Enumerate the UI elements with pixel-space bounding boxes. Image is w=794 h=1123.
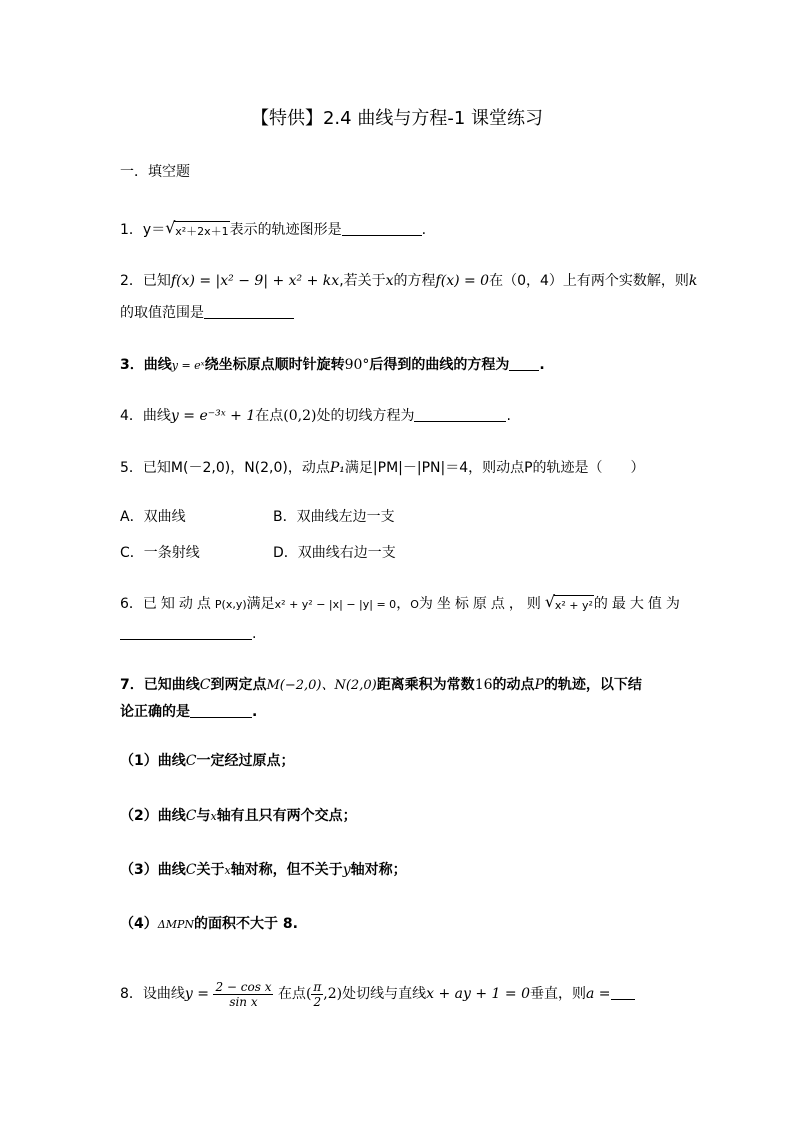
q3-end: .: [539, 357, 545, 373]
q6-text-a: 已知动点: [142, 596, 215, 612]
question-6-line-2: [120, 624, 256, 644]
q6-pxy: P(x,y): [214, 598, 247, 611]
q8-answer-blank[interactable]: [611, 985, 635, 1000]
q3-number: 3．: [120, 357, 144, 373]
q1-number: 1．: [120, 222, 143, 238]
q7-text-d: 的动点: [492, 677, 535, 693]
q7-const: 16: [474, 677, 493, 693]
q6-origin: O: [410, 598, 419, 611]
q8-post: 垂直，则: [529, 986, 586, 1002]
q7-item-4-triangle: ΔMPN: [157, 918, 194, 931]
q7-item-4-post: 的面积不大于 8.: [193, 916, 298, 932]
q7-number: 7．: [120, 677, 144, 693]
q7-text-a: 已知曲线: [143, 677, 200, 693]
q1-sqrt: √ x²＋2x＋1: [165, 221, 229, 242]
q5-option-c[interactable]: C．一条射线: [120, 545, 200, 561]
q5-option-d[interactable]: D．双曲线右边一支: [273, 545, 396, 561]
q4-point: (0,2): [283, 408, 317, 424]
question-8: 8．设曲线y = $\frac{\text{2 − cos x}}{\text{sin x}}$ 在点( $\frac{\pi}{2}$ ,2)处切线与直线x + ay + 1 = 0垂直，则a =: [120, 972, 635, 1016]
q7-points: M(−2,0)、N(2,0): [266, 678, 377, 693]
question-7: [120, 675, 642, 696]
q6-end: .: [252, 626, 257, 642]
q3-curve: y = eˣ: [171, 359, 205, 372]
q6-text-d: 为坐标原点，则: [418, 596, 545, 612]
q7-item-3-c: C: [185, 862, 197, 878]
q7-curve-c: C: [199, 677, 211, 693]
q7-item-2-post: 轴有且只有两个交点；: [216, 808, 357, 824]
q4-number: 4．: [120, 408, 143, 424]
q8-point-fraction: [311, 980, 323, 1009]
q8-pre: 设曲线: [142, 986, 185, 1002]
q4-pre: 曲线: [142, 408, 171, 424]
q8-line-eq: x + ay + 1 = 0: [426, 986, 530, 1002]
q7-item-2: [120, 806, 357, 827]
q7-answer-blank[interactable]: [190, 703, 252, 718]
q7-item-3-mid2: 轴对称，但不关于: [230, 862, 343, 878]
q2-mid3: 在（0，4）上有两个实数解，则: [489, 273, 689, 289]
q1-pre: y＝: [142, 222, 166, 238]
q7-item-3-x: x: [224, 864, 231, 877]
q2-pre: 已知: [142, 273, 171, 289]
q3-pre: 曲线: [143, 357, 172, 373]
q2-var-x: x: [385, 273, 394, 289]
q2-var-k: k: [688, 273, 698, 289]
q7-item-2-mid: 与: [196, 808, 211, 824]
section-heading: 一．填空题: [120, 164, 190, 180]
q4-end: .: [506, 408, 511, 424]
q7-item-3: [120, 860, 407, 881]
q5-number: 5．: [120, 460, 143, 476]
q3-angle: 90°: [344, 357, 370, 373]
question-3: [120, 355, 545, 376]
q8-mid: 在点: [277, 986, 306, 1002]
q5-text-a: 已知M(－2,0)，N(2,0)，动点: [142, 460, 330, 476]
q7-item-3-post: 轴对称；: [350, 862, 407, 878]
question-6: [120, 594, 684, 616]
q6-text-b: 满足: [246, 596, 275, 612]
q2-mid2: 的方程: [393, 273, 436, 289]
page-title: 【特供】2.4 曲线与方程-1 课堂练习: [250, 108, 543, 129]
q7-end: .: [252, 704, 258, 720]
question-2: [120, 271, 697, 291]
q2-mid: ,若关于: [339, 273, 386, 289]
q1-radicand: x²＋2x＋1: [174, 221, 229, 242]
q2-number: 2．: [120, 273, 143, 289]
q4-post: 处的切线方程为: [316, 408, 415, 424]
q7-line2: 论正确的是: [120, 704, 190, 720]
q1-answer-blank[interactable]: [342, 221, 422, 236]
q6-radicand: x² + y²: [554, 595, 594, 616]
q7-p: P: [534, 677, 544, 693]
q5-option-b[interactable]: B．双曲线左边一支: [273, 509, 395, 525]
q5-option-a[interactable]: A．双曲线: [120, 509, 186, 525]
q1-post: 表示的轨迹图形是: [229, 222, 342, 238]
q7-item-2-pre: （2）曲线: [120, 808, 186, 824]
q8-denominator: sin x: [229, 994, 258, 1009]
q7-text-e: 的轨迹，以下结: [543, 677, 642, 693]
q7-item-1: [120, 751, 294, 771]
q6-text-e: 的最大值为: [593, 596, 684, 612]
q7-item-3-mid: 关于: [196, 862, 225, 878]
q6-answer-blank[interactable]: [120, 625, 252, 640]
q3-answer-blank[interactable]: [509, 356, 539, 371]
q4-curve: y = e⁻³ˣ + 1: [170, 408, 256, 424]
q3-mid: 绕坐标原点顺时针旋转: [204, 357, 345, 373]
q8-fraction: [213, 980, 273, 1009]
q8-pt-den: 2: [313, 994, 322, 1009]
q3-post: 后得到的曲线的方程为: [369, 357, 510, 373]
q7-text-b: 到两定点: [210, 677, 267, 693]
q6-text-c: ，: [396, 596, 411, 612]
q8-ans: a =: [585, 986, 611, 1002]
q7-item-2-c: C: [185, 808, 197, 824]
q8-pt-rest: ,2): [323, 986, 343, 1002]
q7-text-c: 距离乘积为常数: [376, 677, 475, 693]
q4-answer-blank[interactable]: [414, 407, 506, 422]
q8-pt-num: π: [313, 979, 322, 994]
question-1: [120, 220, 426, 242]
q2-equation: f(x) = 0: [435, 273, 490, 289]
q5-text-b: 满足|PM|－|PN|＝4，则动点P的轨迹是（ ）: [344, 460, 645, 476]
q8-number: 8．: [120, 986, 143, 1002]
question-4: [120, 406, 511, 426]
q7-item-1-pre: （1）曲线: [120, 753, 186, 769]
q7-item-1-c: C: [185, 753, 197, 769]
q7-item-2-x: x: [210, 810, 217, 823]
q5-p1: P₁: [329, 460, 345, 476]
q6-number: 6．: [120, 596, 143, 612]
q1-end: .: [421, 222, 427, 238]
q8-numerator: 2 − cos x: [215, 979, 272, 994]
q8-lhs: y =: [184, 986, 210, 1002]
q7-item-4: [120, 914, 298, 935]
q2-function: f(x) = |x² − 9| + x² + kx: [170, 273, 340, 289]
q8-mid2: 处切线与直线: [342, 986, 427, 1002]
q6-sqrt: √ x² + y²: [545, 595, 594, 616]
q7-item-3-y: y: [342, 862, 351, 878]
q2-line2: 的取值范围是: [120, 305, 204, 321]
q2-answer-blank[interactable]: [204, 304, 294, 319]
question-2-line-2: [120, 303, 294, 323]
q6-condition: x² + y² − |x| − |y| = 0: [274, 598, 397, 611]
question-7-line-2: [120, 702, 257, 722]
question-5: [120, 458, 645, 478]
q7-item-4-pre: （4）: [120, 916, 158, 932]
q7-item-3-pre: （3）曲线: [120, 862, 186, 878]
q7-item-1-post: 一定经过原点；: [196, 753, 295, 769]
q4-mid: 在点: [255, 408, 284, 424]
